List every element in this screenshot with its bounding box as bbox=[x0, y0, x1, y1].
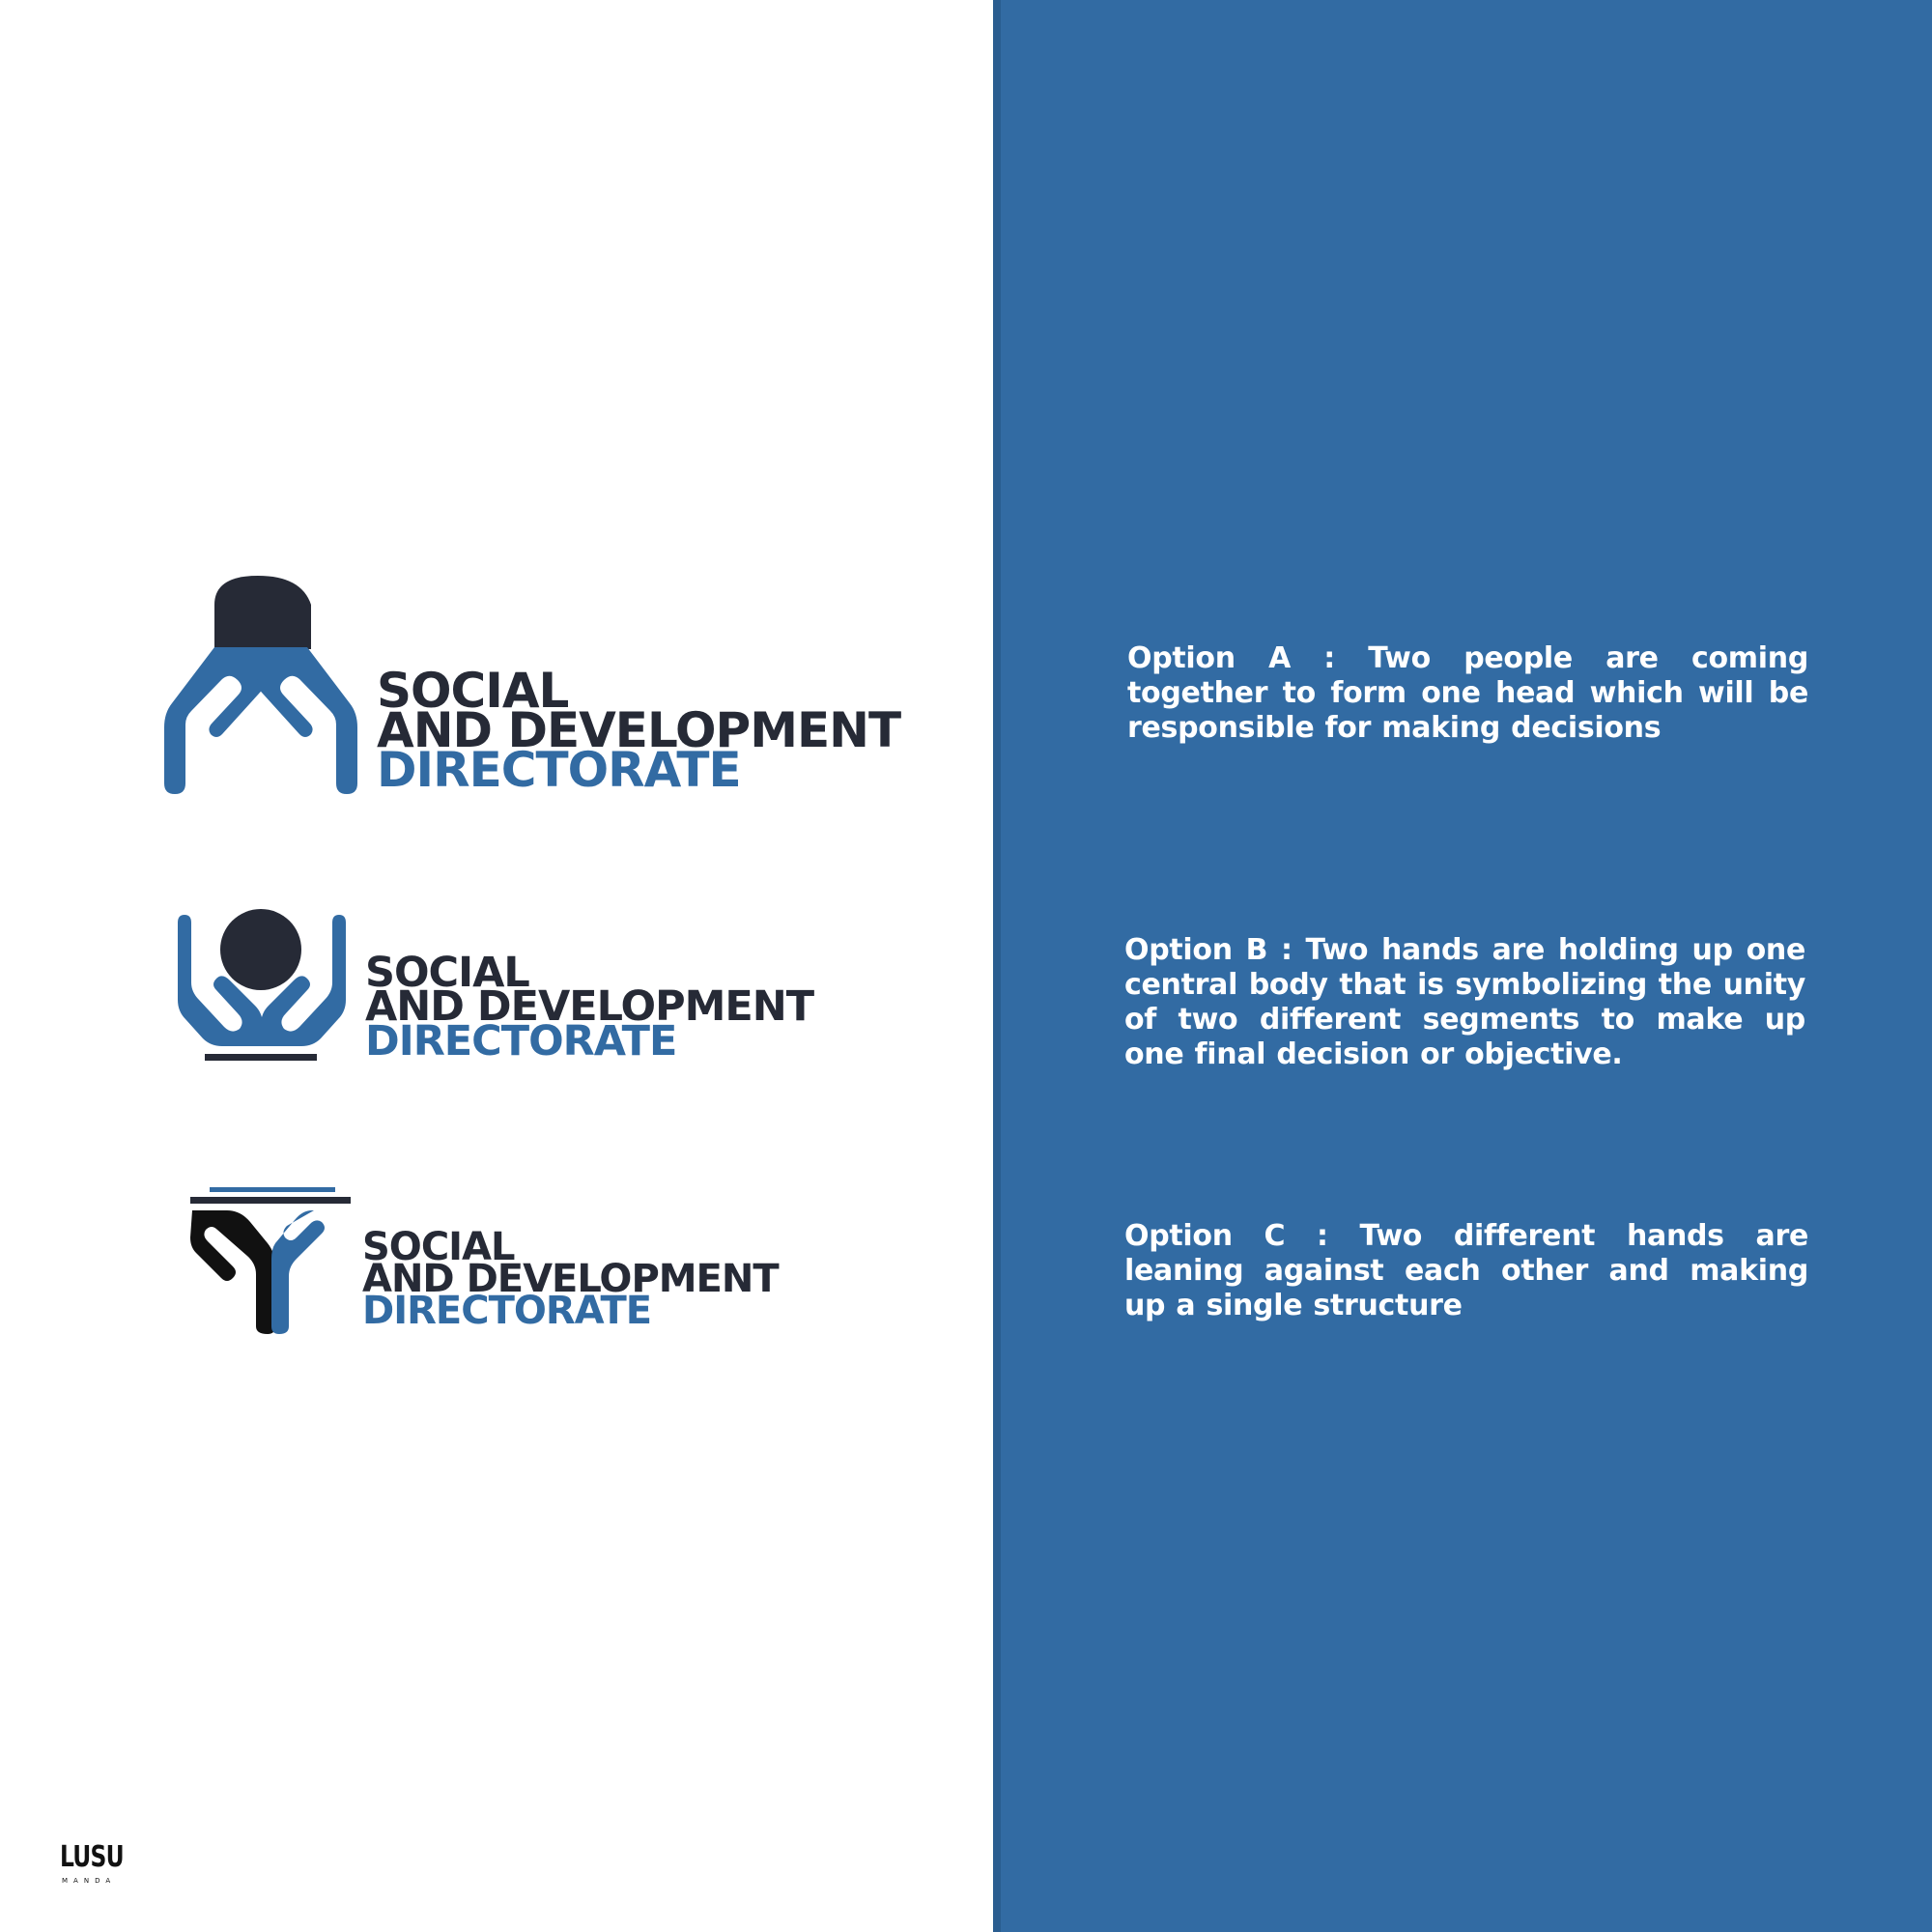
wordmark-line-development: AND DEVELOPMENT bbox=[365, 982, 814, 1032]
watermark-subtext-graphic bbox=[60, 1840, 137, 1885]
wordmark-line-directorate: DIRECTORATE bbox=[362, 1288, 652, 1333]
wordmark-line-social: SOCIAL bbox=[362, 1225, 515, 1269]
logo-wordmark bbox=[362, 1225, 779, 1333]
wordmark-line-social: SOCIAL bbox=[365, 949, 529, 997]
panel-edge-divider bbox=[993, 0, 1001, 1932]
logo-option-a bbox=[164, 570, 901, 802]
wordmark-line-directorate: DIRECTORATE bbox=[377, 742, 741, 798]
logo-option-c bbox=[188, 1183, 787, 1338]
logo-wordmark bbox=[365, 949, 814, 1065]
wordmark-line-development: AND DEVELOPMENT bbox=[362, 1256, 779, 1301]
two-hands-leaning-structure-icon bbox=[188, 1183, 357, 1338]
option-a-description: Option A : Two people are coming together to form one head which will be responsible for making decisions bbox=[1127, 641, 1808, 745]
wordmark-line-directorate: DIRECTORATE bbox=[365, 1016, 677, 1065]
watermark-text: LUSU bbox=[60, 1840, 124, 1874]
option-b-description: Option B : Two hands are holding up one central body that is symbolizing the unity of two different segments to make up one final decision or objective. bbox=[1124, 933, 1805, 1071]
two-people-one-head-icon bbox=[164, 570, 377, 802]
two-hands-holding-body-icon bbox=[174, 903, 357, 1067]
option-c-description: Option C : Two different hands are leaning against each other and making up a single structure bbox=[1124, 1219, 1808, 1322]
wordmark-line-social: SOCIAL bbox=[377, 663, 569, 719]
wordmark-line-development: AND DEVELOPMENT bbox=[377, 702, 901, 758]
svg-text:MANDA: MANDA bbox=[62, 1877, 117, 1885]
logo-option-b bbox=[174, 903, 814, 1067]
logo-wordmark bbox=[377, 663, 901, 798]
lusu-watermark-logo bbox=[60, 1840, 137, 1885]
